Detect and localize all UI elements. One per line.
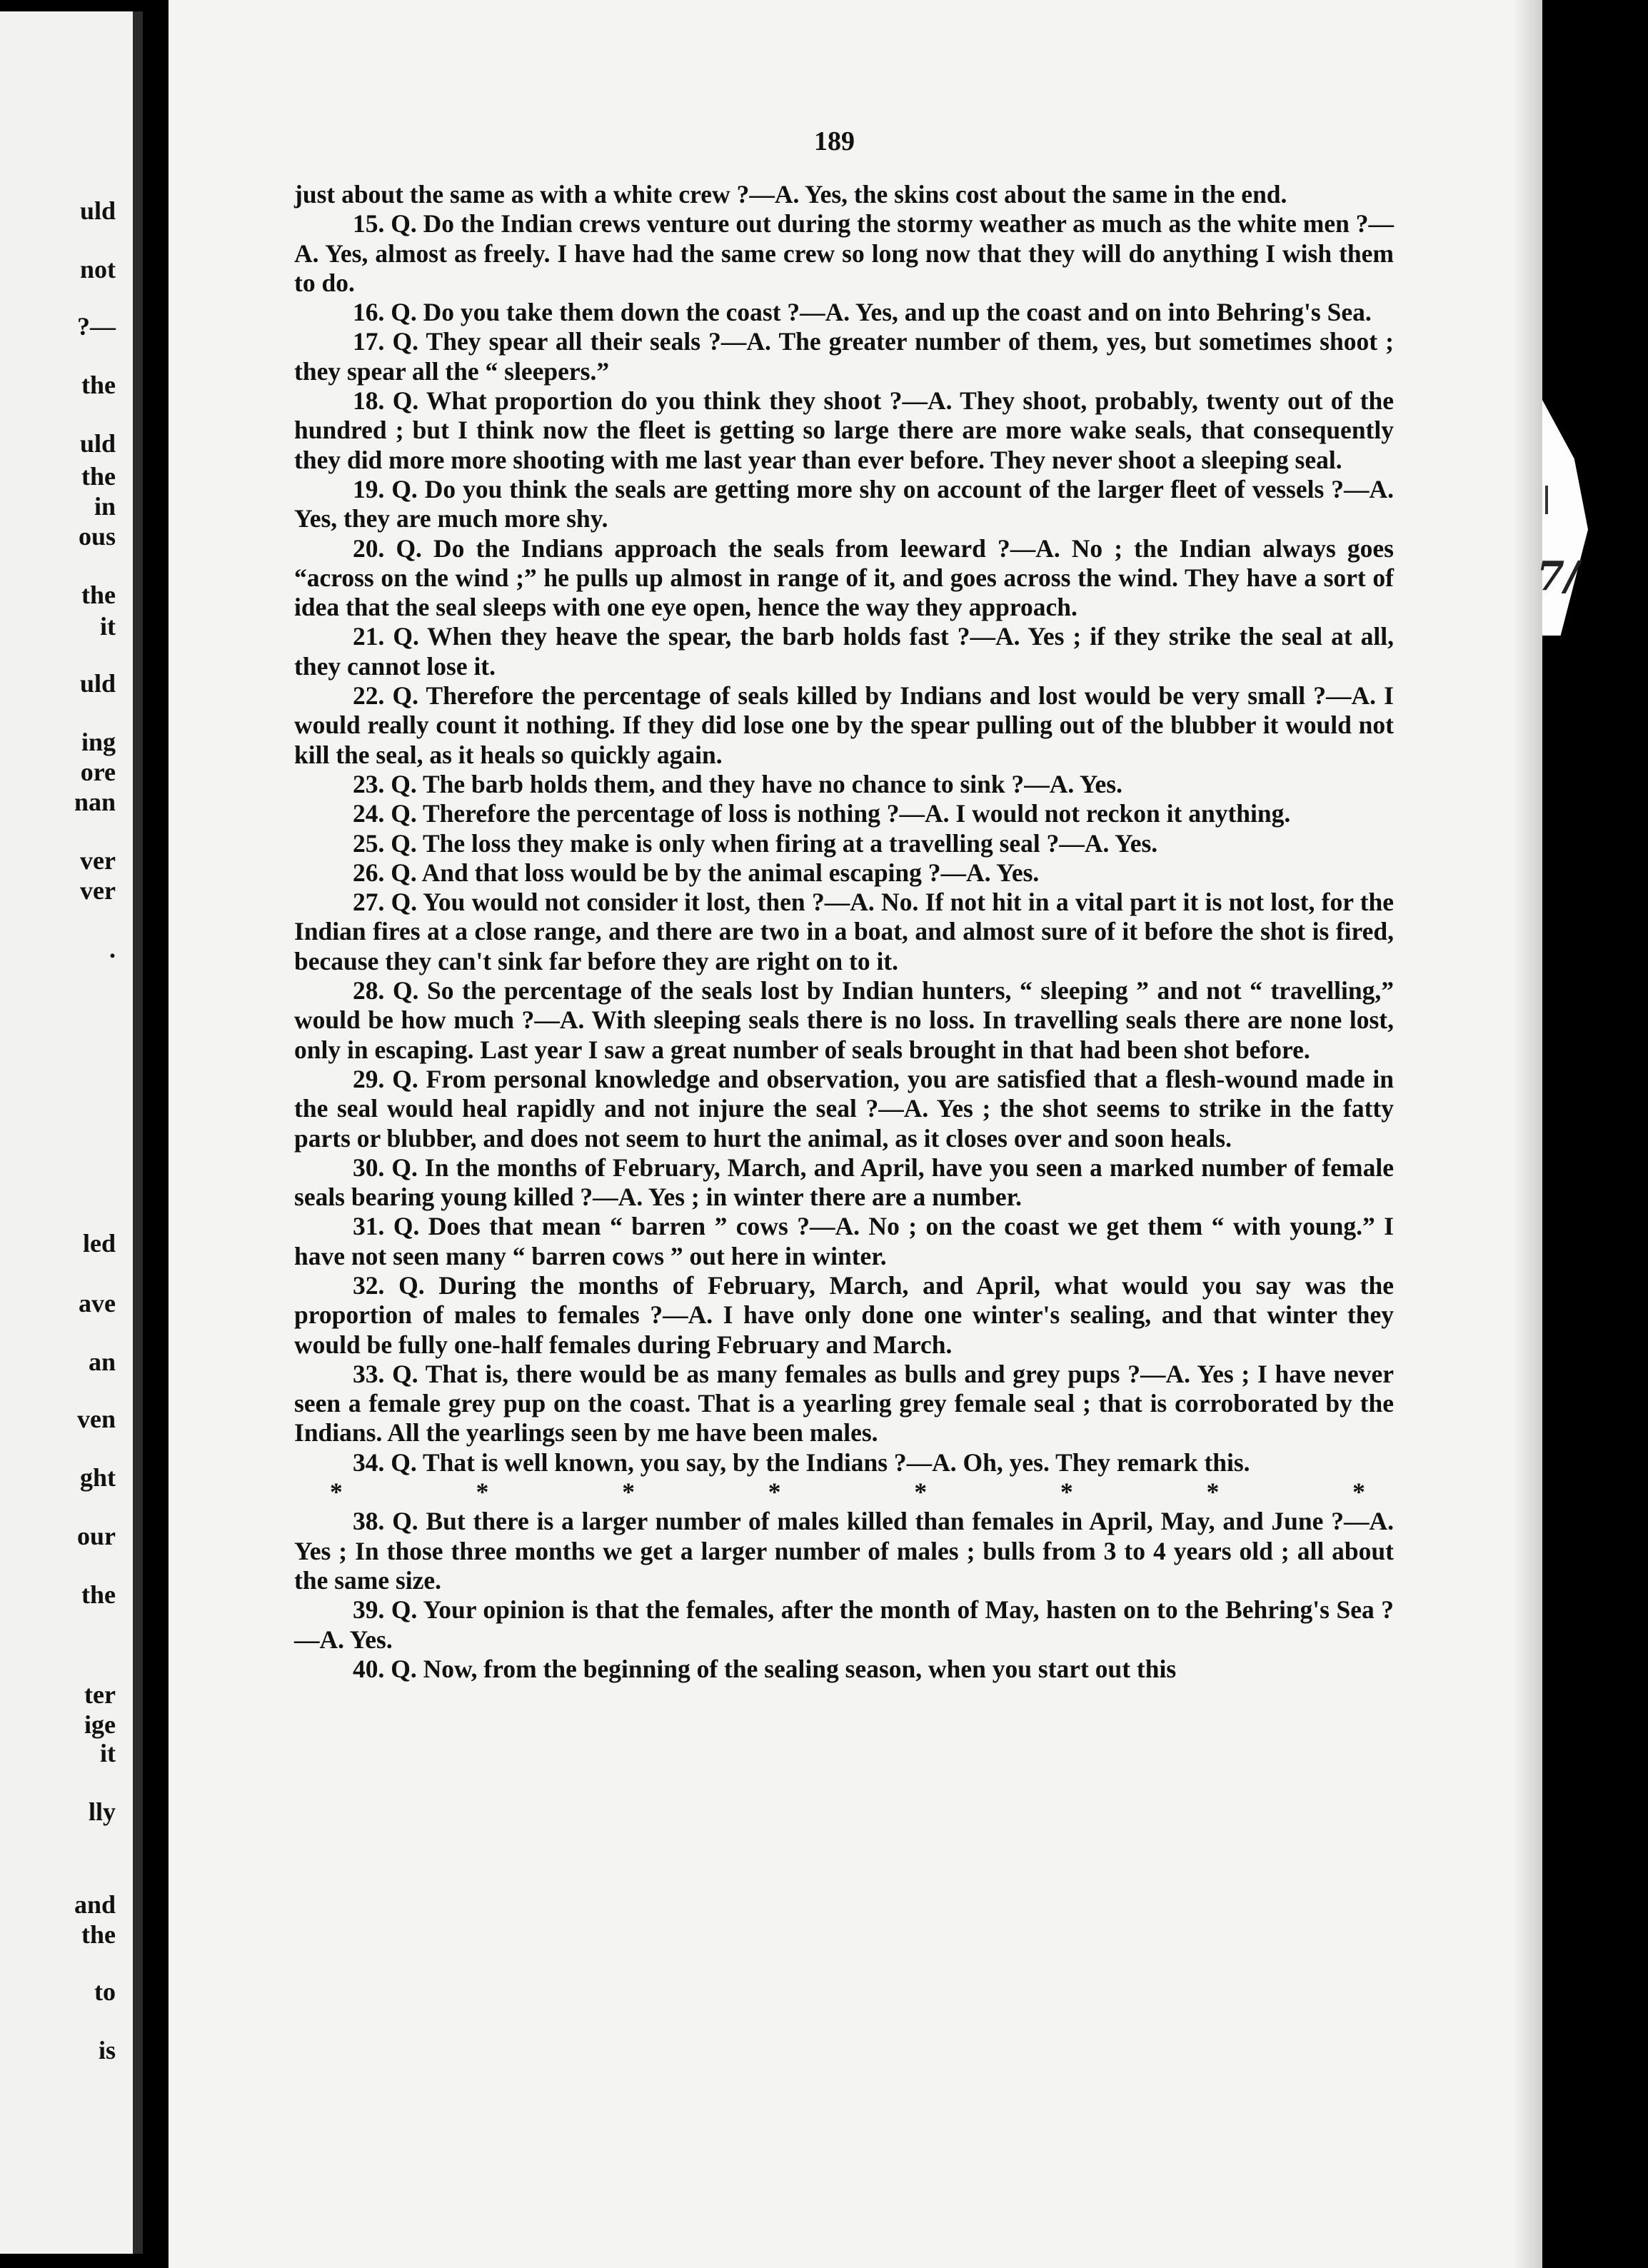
paragraph: 33. Q. That is, there would be as many females as bulls and grey pups ?—A. Yes ; I have never seen a female grey pup on the coast. That is a yearling grey female seal ; that is corroborated by the Indians. All the yearlings seen by me have been males.	[294, 1359, 1394, 1447]
star-separator: *	[1060, 1477, 1073, 1507]
left-page-line: .	[109, 935, 116, 963]
paragraph-group-after	[294, 1507, 1394, 1684]
handwritten-margin-note: 7/	[1537, 553, 1579, 600]
paragraph: 23. Q. The barb holds them, and they have no chance to sink ?—A. Yes.	[353, 769, 1122, 798]
paragraph: 21. Q. When they heave the spear, the barb holds fast ?—A. Yes ; if they strike the seal at all, they cannot lose it.	[294, 622, 1394, 681]
left-page-line: to	[88, 1977, 116, 2006]
left-page-line: an	[81, 1348, 116, 1376]
left-page-line: ore	[80, 758, 116, 786]
paper-tab	[1542, 400, 1588, 636]
left-page-line: ver	[80, 876, 116, 905]
left-page-line: the	[81, 1920, 116, 1949]
page-gutter	[133, 11, 143, 2254]
star-separator: *	[622, 1477, 635, 1507]
left-page-line: the	[81, 1580, 116, 1609]
left-page-line: ver	[80, 846, 116, 875]
left-page-line: ing	[81, 728, 116, 756]
left-page-line: it	[94, 612, 116, 641]
page-number: 189	[814, 126, 855, 156]
left-page-line: it	[94, 1739, 116, 1767]
paragraph: 15. Q. Do the Indian crews venture out during the stormy weather as much as the white men ?—A. Yes, almost as freely. I have had the same crew so long now that they will do anything I wish them to do.	[294, 209, 1394, 297]
left-page-line: in	[87, 492, 116, 521]
paragraph: 31. Q. Does that mean “ barren ” cows ?—A. No ; on the coast we get them “ with young.” I have not seen many “ barren cows ” out here in winter.	[294, 1212, 1394, 1270]
left-page-line: led	[82, 1229, 116, 1258]
left-page-line: ght	[79, 1463, 116, 1492]
left-page-fragment	[0, 11, 143, 2254]
left-page-line: uld	[79, 669, 116, 698]
left-page-line: lly	[88, 1797, 116, 1826]
paragraph: 30. Q. In the months of February, March, and April, have you seen a marked number of female seals bearing young killed ?—A. Yes ; in winter there are a number.	[294, 1153, 1394, 1212]
paragraph: 39. Q. Your opinion is that the females, after the month of May, hasten on to the Behring's Sea ?—A. Yes.	[294, 1595, 1394, 1654]
paragraph: 19. Q. Do you think the seals are getting more shy on account of the larger fleet of vessels ?—A. Yes, they are much more shy.	[294, 474, 1394, 533]
paragraph: 32. Q. During the months of February, March, and April, what would you say was the proportion of males to females ?—A. I have only done one winter's sealing, and that winter they would be fully one-half females during February and March.	[294, 1270, 1394, 1359]
paragraph: 25. Q. The loss they make is only when firing at a travelling seal ?—A. Yes.	[353, 828, 1158, 858]
left-page-line: nan	[74, 788, 116, 816]
page-edge	[1514, 0, 1542, 2268]
left-page-line: our	[77, 1522, 116, 1550]
left-page-line: ter	[84, 1680, 116, 1709]
left-page-line: ?—	[77, 312, 116, 341]
paragraph: 27. Q. You would not consider it lost, then ?—A. No. If not hit in a vital part it is not lost, for the Indian fires at a close range, and there are two in a boat, and almost sure of it before the shot is fired, because they can't sink far before they are right on to it.	[294, 888, 1394, 975]
left-page-line: and	[74, 1890, 116, 1919]
paragraph: 40. Q. Now, from the beginning of the sealing season, when you start out this	[353, 1654, 1177, 1683]
paragraph: 22. Q. Therefore the percentage of seals killed by Indians and lost would be very small ?—A. I would really count it nothing. If they did lose one by the spear pulling out of the blubber it would not kill the seal, as it heals so quickly again.	[294, 681, 1394, 769]
paragraph: 16. Q. Do you take them down the coast ?—A. Yes, and up the coast and on into Behring's Sea.	[353, 298, 1372, 327]
left-page-line: not	[79, 255, 116, 284]
paragraph: 34. Q. That is well known, you say, by the Indians ?—A. Oh, yes. They remark this.	[353, 1447, 1250, 1477]
left-page-line: ven	[77, 1405, 116, 1433]
paragraph: just about the same as with a white crew ?—A. Yes, the skins cost about the same in the end.	[294, 180, 1287, 209]
paragraph: 29. Q. From personal knowledge and observation, you are satisfied that a flesh-wound made in the seal would heal rapidly and not injure the seal ?—A. Yes ; the shot seems to strike in the fatty parts or blubber, and does not seem to hurt the animal, as it closes over and soon heals.	[294, 1064, 1394, 1153]
left-page-line: the	[81, 371, 116, 399]
star-separator: *	[768, 1477, 781, 1507]
paragraph-group	[294, 180, 1394, 1477]
left-page-line: uld	[79, 429, 116, 458]
star-separator: *	[330, 1477, 343, 1507]
star-separator: *	[1352, 1477, 1365, 1507]
ellipsis-stars	[294, 1477, 1394, 1507]
left-page-line: is	[91, 2036, 116, 2064]
left-page-line: uld	[79, 196, 116, 225]
paragraph: 38. Q. But there is a larger number of males killed than females in April, May, and June ?—A. Yes ; In those three months we get a larger number of males ; bulls from 3 to 4 years old ; all about the same size.	[294, 1507, 1394, 1595]
left-page-line: the	[81, 462, 116, 491]
paragraph: 20. Q. Do the Indians approach the seals from leeward ?—A. No ; the Indian always goes “across on the wind ;” he pulls up almost in range of it, and goes across the wind. They have a sort of idea that the seal sleeps with one eye open, hence the way they approach.	[294, 533, 1394, 622]
paragraph: 28. Q. So the percentage of the seals lost by Indian hunters, “ sleeping ” and not “ travelling,” would be how much ?—A. With sleeping seals there is no loss. In travelling seals there are none lost, only in escaping. Last year I saw a great number of seals brought in that had been shot before.	[294, 976, 1394, 1064]
paragraph: 24. Q. Therefore the percentage of loss is nothing ?—A. I would not reckon it anything.	[353, 799, 1291, 828]
left-page-line: ige	[84, 1710, 116, 1739]
body-text	[294, 180, 1394, 1684]
paragraph: 18. Q. What proportion do you think they shoot ?—A. They shoot, probably, twenty out of the hundred ; but I think now the fleet is getting so large there are more wake seals, that consequently they did more more shooting with me last year than ever before. They never shoot a sleeping seal.	[294, 386, 1394, 474]
left-page-line: ave	[79, 1289, 116, 1318]
left-page-line: ous	[78, 522, 116, 551]
star-separator: *	[1206, 1477, 1220, 1507]
star-separator: *	[914, 1477, 928, 1507]
left-page-line: the	[81, 581, 116, 609]
margin-mark	[1545, 486, 1548, 514]
star-separator: *	[476, 1477, 489, 1507]
paragraph: 17. Q. They spear all their seals ?—A. The greater number of them, yes, but sometimes shoot ; they spear all the “ sleepers.”	[294, 327, 1394, 386]
paragraph: 26. Q. And that loss would be by the animal escaping ?—A. Yes.	[353, 858, 1040, 887]
